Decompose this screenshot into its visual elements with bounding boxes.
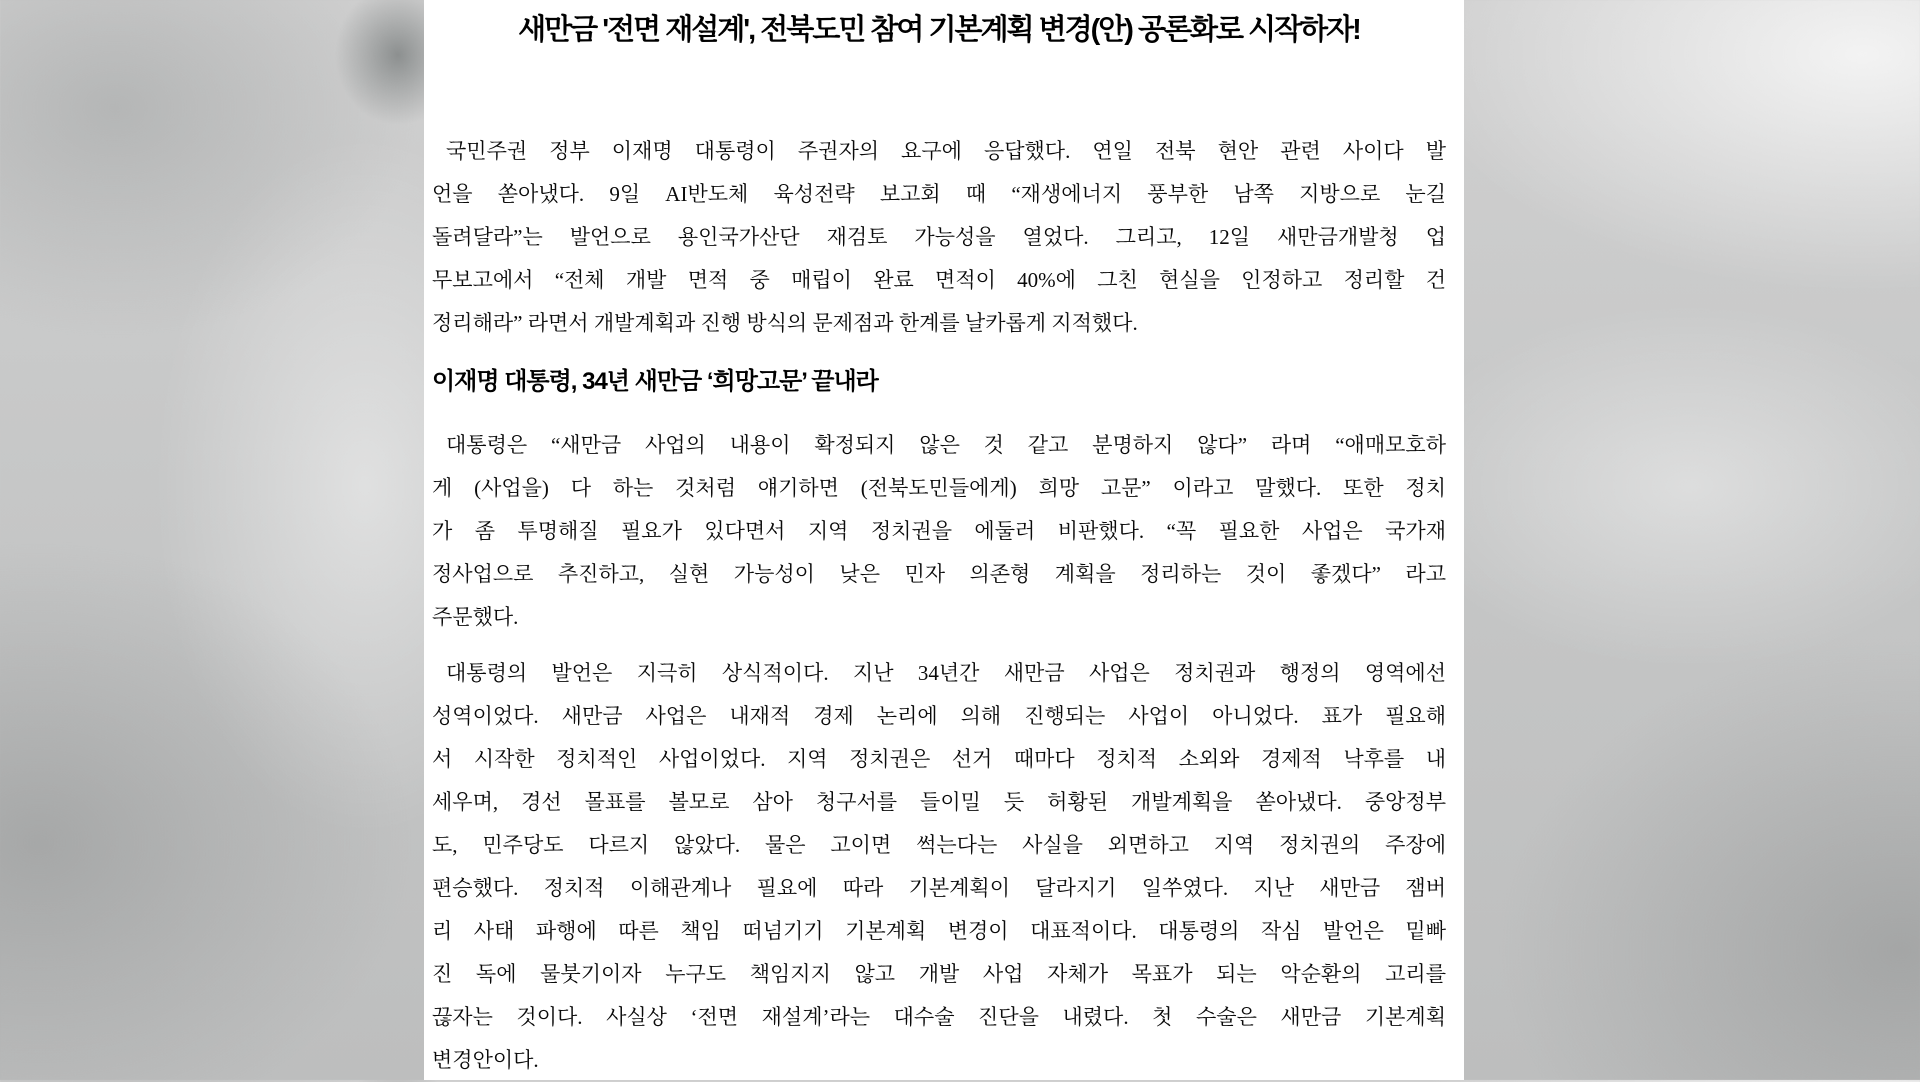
document-page: [424, 0, 1464, 1080]
text-line: 국민주권 정부 이재명 대통령이 주권자의 요구에 응답했다. 연일 전북 현안 관련 사이다 발: [446, 139, 1446, 163]
text-line: 변경안이다.: [432, 1048, 539, 1072]
text-line: 편승했다. 정치적 이해관계나 필요에 따라 기본계획이 달라지기 일쑤였다. 지난 새만금 잼버: [432, 876, 1446, 900]
text-line: 대통령은 “새만금 사업의 내용이 확정되지 않은 것 같고 분명하지 않다” 라며 “애매모호하: [446, 433, 1446, 457]
text-line: 도, 민주당도 다르지 않았다. 물은 고이면 썩는다는 사실을 외면하고 지역 정치권의 주장에: [432, 833, 1446, 857]
text-line: 성역이었다. 새만금 사업은 내재적 경제 논리에 의해 진행되는 사업이 아니었다. 표가 필요해: [432, 704, 1446, 728]
paragraph: [432, 424, 1446, 639]
text-line: 돌려달라”는 발언으로 용인국가산단 재검토 가능성을 열었다. 그리고, 12일 새만금개발청 업: [432, 225, 1446, 249]
document-title: 새만금 '전면 재설계', 전북도민 참여 기본계획 변경(안) 공론화로 시작하자!: [518, 14, 1360, 46]
paragraph: [432, 130, 1446, 345]
text-line: 정사업으로 추진하고, 실현 가능성이 낮은 민자 의존형 계획을 정리하는 것이 좋겠다” 라고: [432, 562, 1446, 586]
document-content: [424, 8, 1464, 1082]
text-line: 리 사태 파행에 따른 책임 떠넘기기 기본계획 변경이 대표적이다. 대통령의 작심 발언은 밑빠: [432, 919, 1446, 943]
text-line: 진 독에 물붓기이자 누구도 책임지지 않고 개발 사업 자체가 목표가 되는 악순환의 고리를: [432, 962, 1446, 986]
text-line: 가 좀 투명해질 필요가 있다면서 지역 정치권을 에둘러 비판했다. “꼭 필요한 사업은 국가재: [432, 519, 1446, 543]
text-line: 서 시작한 정치적인 사업이었다. 지역 정치권은 선거 때마다 정치적 소외와 경제적 낙후를 내: [432, 747, 1446, 771]
paragraph: [432, 652, 1446, 1082]
text-line: 게 (사업을) 다 하는 것처럼 얘기하면 (전북도민들에게) 희망 고문” 이라고 말했다. 또한 정치: [432, 476, 1446, 500]
text-line: 언을 쏟아냈다. 9일 AI반도체 육성전략 보고회 때 “재생에너지 풍부한 남쪽 지방으로 눈길: [432, 182, 1446, 206]
text-line: 세우며, 경선 몰표를 볼모로 삼아 청구서를 들이밀 듯 허황된 개발계획을 쏟아냈다. 중앙정부: [432, 790, 1446, 814]
section-heading: 이재명 대통령, 34년 새만금 ‘희망고문’ 끝내라: [432, 368, 878, 395]
text-line: 무보고에서 “전체 개발 면적 중 매립이 완료 면적이 40%에 그친 현실을 인정하고 정리할 건: [432, 268, 1446, 292]
text-line: 끊자는 것이다. 사실상 ‘전면 재설계’라는 대수술 진단을 내렸다. 첫 수술은 새만금 기본계획: [432, 1005, 1446, 1029]
text-line: 주문했다.: [432, 605, 519, 629]
text-line: 대통령의 발언은 지극히 상식적이다. 지난 34년간 새만금 사업은 정치권과 행정의 영역에선: [446, 661, 1446, 685]
text-line: 정리해라” 라면서 개발계획과 진행 방식의 문제점과 한계를 날카롭게 지적했다.: [432, 311, 1138, 335]
